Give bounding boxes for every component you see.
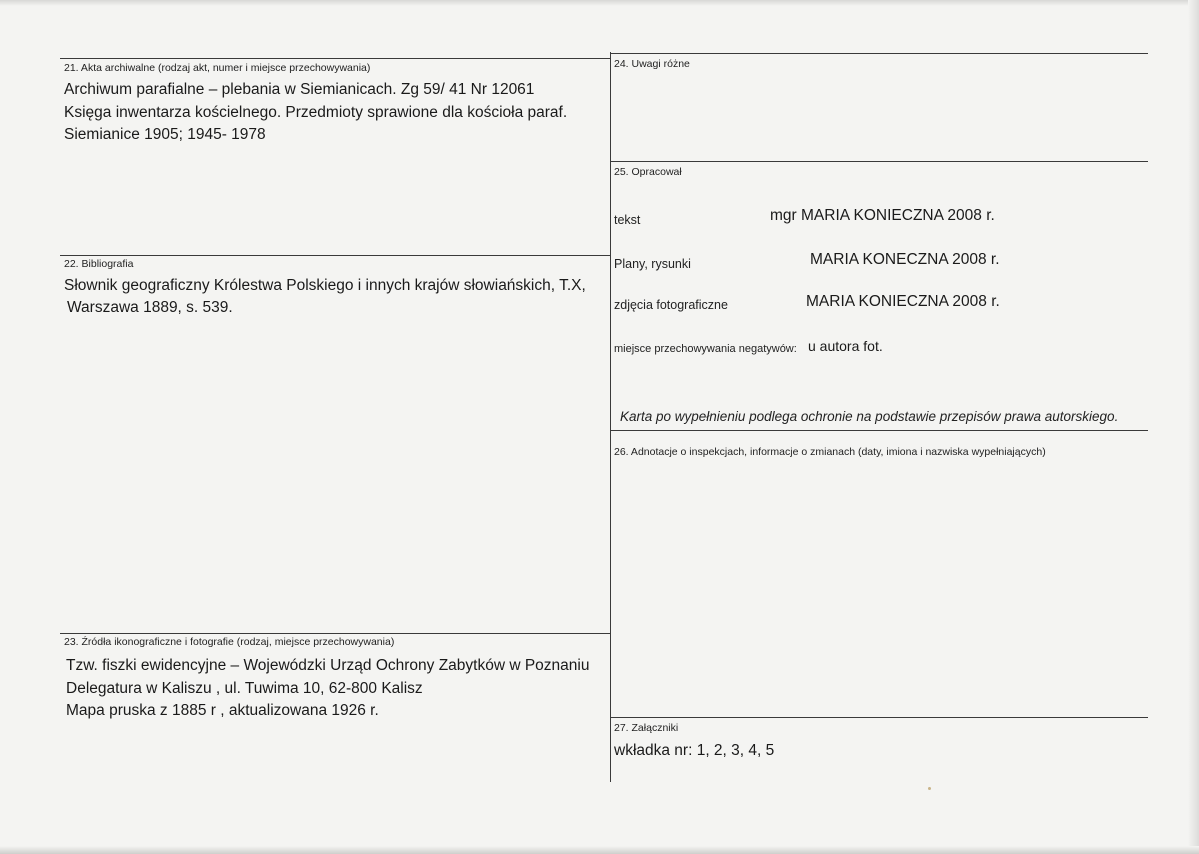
section-23-top-rule [60,633,610,634]
section-23-line-3: Mapa pruska z 1885 r , aktualizowana 1926 r. [66,702,379,719]
zdjecia-label: zdjęcia fotograficzne [614,298,728,312]
section-22-line-2: Warszawa 1889, s. 539. [67,299,233,316]
section-27-top-rule [610,717,1148,718]
section-25-top-rule [610,161,1148,162]
scan-edge-top [0,0,1199,6]
negatywy-value: u autora fot. [808,338,883,354]
section-23-label: 23. Źródła ikonograficzne i fotografie (rodzaj, miejsce przechowywania) [64,636,395,648]
section-21-line-1: Archiwum parafialne – plebania w Siemianicach. Zg 59/ 41 Nr 12061 [64,81,535,98]
section-24-top-rule [610,53,1148,54]
negatywy-label: miejsce przechowywania negatywów: [614,343,797,355]
section-25-label: 25. Opracował [614,166,682,178]
scan-edge-right [1188,0,1199,854]
section-23-line-1: Tzw. fiszki ewidencyjne – Wojewódzki Urząd Ochrony Zabytków w Poznaniu [66,657,590,674]
section-27-value: wkładka nr: 1, 2, 3, 4, 5 [614,742,775,759]
section-26-label: 26. Adnotacje o inspekcjach, informacje o zmianach (daty, imiona i nazwiska wypełniających) [614,446,1046,458]
scan-speck [928,787,931,790]
section-24-label: 24. Uwagi różne [614,58,690,70]
tekst-value: mgr MARIA KONIECZNA 2008 r. [770,207,995,224]
plany-value: MARIA KONECZNA 2008 r. [810,251,1000,268]
section-22-line-1: Słownik geograficzny Królestwa Polskiego i innych krajów słowiańskich, T.X, [64,277,586,294]
section-22-top-rule [60,255,610,256]
section-21-top-rule [60,58,610,59]
section-27-label: 27. Załączniki [614,722,679,734]
section-22-label: 22. Bibliografia [64,258,134,270]
section-26-top-rule [610,430,1148,431]
tekst-label: tekst [614,213,641,227]
section-21-line-3: Siemianice 1905; 1945- 1978 [64,126,266,143]
section-23-line-2: Delegatura w Kaliszu , ul. Tuwima 10, 62-800 Kalisz [66,680,423,697]
zdjecia-value: MARIA KONIECZNA 2008 r. [806,293,1000,310]
scan-edge-bottom [0,846,1199,854]
section-21-line-2: Księga inwentarza kościelnego. Przedmioty sprawione dla kościoła paraf. [64,104,568,121]
section-21-label: 21. Akta archiwalne (rodzaj akt, numer i miejsce przechowywania) [64,62,371,74]
plany-label: Plany, rysunki [614,257,691,271]
copyright-note: Karta po wypełnieniu podlega ochronie na podstawie przepisów prawa autorskiego. [620,409,1119,424]
